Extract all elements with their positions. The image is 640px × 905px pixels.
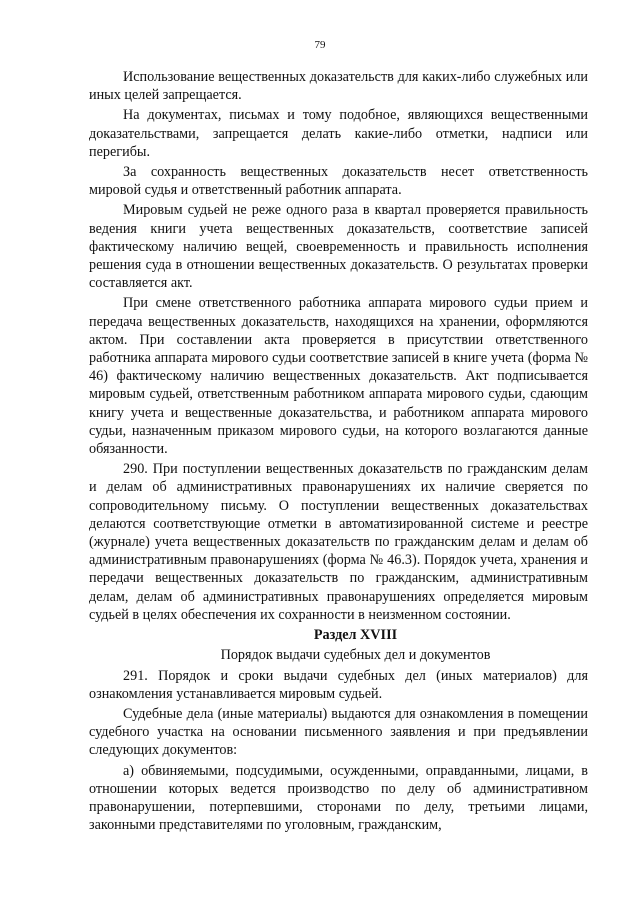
paragraph-291: 291. Порядок и сроки выдачи судебных дел (иных материалов) для ознакомления устанавливается мировым судьей. <box>89 667 588 702</box>
paragraph-290: 290. При поступлении вещественных доказательств по гражданским делам и делам об административных правонарушениях их наличие сверяется по сопроводительному письму. О поступлении вещественных доказательствах делаются соответствующие отметки в автоматизированной системе и реестре (журнале) учета вещественных доказательств по гражданским делам и делам об административным правонарушениях (форма № 46.3). Порядок учета, хранения и передачи вещественных доказательств по гражданским, административным делам, делам об административных правонарушениях определяется мировым судьей в целях обеспечения их сохранности в неизменном состоянии. <box>89 461 588 623</box>
page-number: 79 <box>314 39 326 51</box>
section-number: Раздел XVIII <box>313 627 398 644</box>
paragraph-item-a: а) обвиняемыми, подсудимыми, осужденными, оправданными, лицами, в отношении которых ведется производство по делу об административном правонарушении, потерпевшими, сторонами по делу, третьими лицами, законными представителями по уголовным, гражданским, <box>89 762 588 834</box>
paragraph-evidence-responsibility: За сохранность вещественных доказательств несет ответственность мировой судья и ответственный работник аппарата. <box>89 164 588 199</box>
section-title: Порядок выдачи судебных дел и документов <box>220 647 491 664</box>
paragraph-quarterly-check: Мировым судьей не реже одного раза в квартал проверяется правильность ведения книги учета вещественных доказательств, соответствие записей фактическому наличию вещей, своевременность и правильность исполнения решения суда в отношении вещественных доказательств. О результатах проверки составляется акт. <box>89 202 588 292</box>
document-body <box>89 68 588 834</box>
paragraph-case-issue-conditions: Судебные дела (иные материалы) выдаются для ознакомления в помещении судебного участка на основании письменного заявления и при предъявлении следующих документов: <box>89 705 588 759</box>
paragraph-documents-marking-prohibited: На документах, письмах и тому подобное, являющихся вещественными доказательствами, запрещается делать какие-либо отметки, надписи или перегибы. <box>89 107 588 160</box>
paragraph-evidence-use-prohibited: Использование вещественных доказательств для каких-либо служебных или иных целей запрещается. <box>89 69 588 104</box>
paragraph-handover-act: При смене ответственного работника аппарата мирового судьи прием и передача вещественных доказательств, находящихся на хранении, оформляются актом. При составлении акта проверяется в присутствии ответственного работника аппарата мирового судьи соответствие записей в книге учета (форма № 46) фактическому наличию вещественных доказательств. Акт подписывается мировым судьей, ответственным работником аппарата мирового судьи, сдающим книгу учета и вещественные доказательства, и работником аппарата мирового судьи, назначенным приказом мирового судьи, на которого возлагаются данные обязанности. <box>89 295 588 458</box>
